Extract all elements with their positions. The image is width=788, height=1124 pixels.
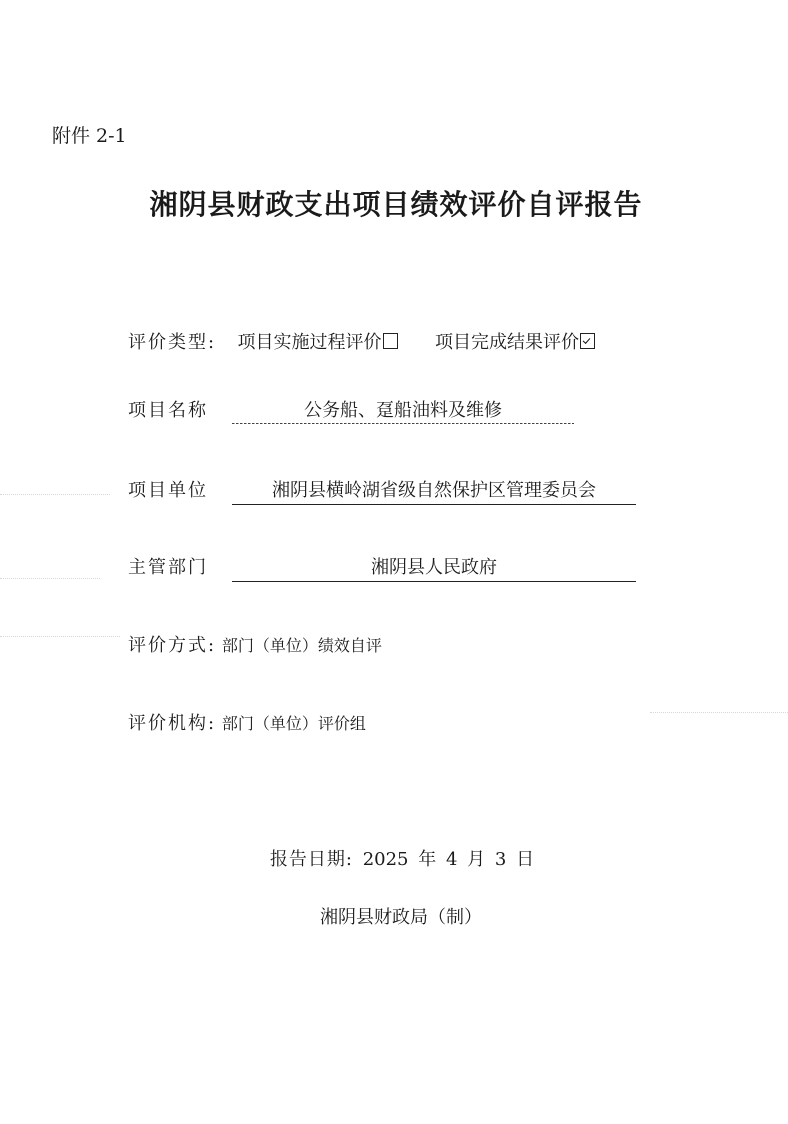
evaluation-method-label: 评价方式:	[128, 635, 217, 656]
report-day: 3	[494, 849, 507, 870]
scan-artifact	[650, 712, 788, 713]
day-unit: 日	[516, 849, 535, 870]
supervising-dept-value: 湘阴县人民政府	[371, 557, 497, 578]
project-unit-value: 湘阴县横岭湖省级自然保护区管理委员会	[272, 480, 596, 501]
supervising-dept-label: 主管部门	[128, 557, 208, 578]
attachment-label: 附件 2-1	[52, 125, 127, 147]
project-unit-row	[128, 478, 208, 504]
process-evaluation-checkbox[interactable]	[383, 333, 398, 349]
project-name-value: 公务船、趸船油料及维修	[304, 400, 502, 421]
evaluation-body-label: 评价机构:	[128, 713, 217, 734]
scan-artifact	[0, 494, 110, 495]
report-date	[0, 845, 788, 871]
evaluation-type-label: 评价类型:	[128, 332, 217, 353]
project-name-field	[232, 398, 574, 424]
report-date-label: 报告日期:	[269, 849, 353, 870]
scan-artifact	[0, 578, 100, 579]
supervising-dept-field	[232, 555, 636, 582]
project-unit-label: 项目单位	[128, 480, 208, 501]
project-name-label: 项目名称	[128, 400, 208, 421]
evaluation-method-value: 部门（单位）绩效自评	[221, 636, 382, 655]
year-unit: 年	[418, 849, 437, 870]
process-evaluation-option: 项目实施过程评价	[237, 332, 382, 353]
scan-artifact	[0, 636, 120, 637]
evaluation-body-row	[128, 711, 366, 737]
result-evaluation-checkbox[interactable]	[580, 333, 595, 349]
evaluation-type-row	[128, 330, 595, 356]
evaluation-body-value: 部门（单位）评价组	[221, 714, 366, 733]
publisher: 湘阴县财政局（制）	[320, 907, 482, 928]
evaluation-method-row	[128, 633, 382, 659]
month-unit: 月	[467, 849, 486, 870]
project-unit-field	[232, 478, 636, 505]
supervising-dept-row	[128, 555, 208, 581]
report-month: 4	[445, 849, 458, 870]
result-evaluation-option: 项目完成结果评价	[435, 332, 580, 353]
document-title: 湘阴县财政支出项目绩效评价自评报告	[149, 188, 643, 221]
project-name-row	[128, 398, 208, 424]
report-year: 2025	[362, 849, 409, 870]
